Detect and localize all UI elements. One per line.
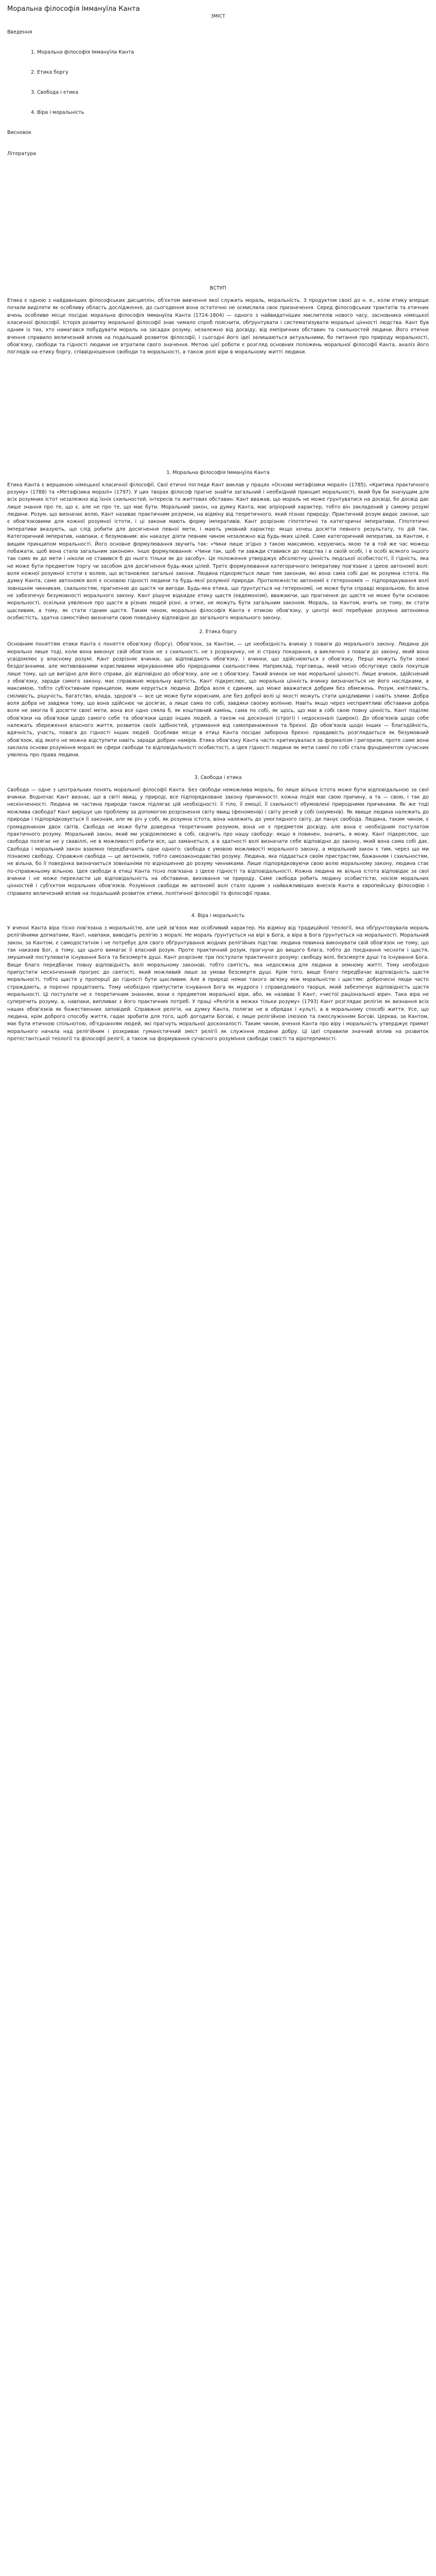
spacer <box>7 897 429 913</box>
table-of-contents <box>7 29 429 157</box>
section-2-text: Основним поняттям етики Канта є поняття обов'язку (боргу). Обов'язок, за Кантом, — це необхідність вчинку з поваги до морального закону. Людина діє морально лише тоді, коли вона виконує свій обов'язок не з схильності, не з розрахунку, не зі страху покарання, а виключно з поваги до закону, який вона усвідомлює у власному розумі. Кант розрізняє вчинки, що відповідають обов'язку, і вчинки, що здійснюються з обов'язку. Перші можуть бути зовні бездоганними, але мотивованими корисливими міркуваннями або природними схильностями. Наприклад, торговець, який чесно обслуговує своїх покупців лише тому, що це вигідно для його справи, діє відповідно до обов'язку, але не з обов'язку. Такий вчинок не має моральної цінності. Лише вчинок, здійснений з обов'язку, заради самого закону, має справжню моральну вартість. Кант підкреслює, що моральна цінність вчинку визначається не його наслідками, а максимою, тобто суб'єктивним принципом, яким керується людина. Добра воля є єдиним, що може вважатися добрим без обмежень. Розум, кмітливість, сміливість, рішучість, багатство, влада, здоров'я — все це може бути корисним, але без доброї волі ці якості можуть стати шкідливими і навіть злими. Добра воля добра не завдяки тому, що вона здійснює чи досягає, а лише сама по собі, завдяки своєму волінню. Навіть якщо через несприятливі обставини добра воля не змогла б досягти своєї мети, вона все одно сяяла б, як коштовний камінь, сама по собі, як щось, що має в собі свою повну цінність. Кант поділяє обов'язки на обов'язки щодо самого себе та обов'язки щодо інших людей, а також на досконалі (строгі) і недосконалі (широкі). До обов'язків щодо себе належать збереження власного життя, розвиток своїх здібностей, утримання від самоприниження та брехні. До обов'язків щодо інших — благодійність, вдячність, участь, повага до гідності інших людей. Особливе місце в етиці Канта посідає заборона брехні: правдивість розглядається як безумовний обов'язок, від якого не можна відступити навіть заради добрих намірів. Етика обов'язку Канта часто критикувалася за формалізм і ригоризм, проте саме вона заклала основи розуміння моралі як сфери свободи та відповідальності особистості, а ідея гідності людини як мети самої по собі стала фундаментом сучасних уявлень про права людини. <box>7 641 429 758</box>
spacer <box>7 759 429 775</box>
toc-conclusion: Висновок <box>7 130 32 135</box>
section-1 <box>7 470 429 622</box>
introduction-heading: ВСТУП <box>210 285 226 291</box>
introduction-text: Етика є одною з найдавніших філософських дисциплін, об'єктом вивчення якої служить мораль, моральність. З продуктом своєї до н. е., коли етику вперше почали виділяти як особливу область дослідження, до сьогодення вона остаточно не осмислила своє призначення. Серед філософських трактатів та етичних вчень особливе місце посідає моральна філософія Іммануїла Канта (1724-1804) — одного з найвидатніших мислителів нового часу, засновника німецької класичної філософії. Історія розвитку моральної філософії знає чимало спроб пояснити, обґрунтувати і систематизувати моральні цінності людства. Кант був одним із тих, хто намагався побудувати мораль на засадах розуму, незалежно від досвіду, від емпіричних обставин та схильностей людини. Його етичне вчення справило величезний вплив на подальший розвиток філософії, і сьогодні його ідеї залишаються актуальними, бо питання про природу моральності, обов'язку, свободи та гідності людини не втратили свого значення. Метою цієї роботи є розгляд основних положень моральної філософії Канта, аналіз його поглядів на етику боргу, співвідношення свободи та моральності, а також ролі віри в моральному житті людини. <box>7 298 429 355</box>
spacer <box>7 172 429 285</box>
section-4-heading: 4. Віра і моральність <box>191 912 245 919</box>
toc-introduction: Введення <box>7 29 32 35</box>
section-1-heading: 1. Моральна філософія Іммануїла Канта <box>166 469 270 476</box>
document-title: Моральна філософія Іммануїла Канта <box>7 5 140 13</box>
section-4-text: У вченні Канта віра тісно пов'язана з моральністю, але цей зв'язок має особливий характер. На відміну від традиційної теології, яка обґрунтовувала мораль релігійними догматами, Кант, навпаки, виводить релігію з моралі. Не мораль ґрунтується на вірі в Бога, а віра в Бога ґрунтується на моральності. Моральний закон, за Кантом, є самодостатнім і не потребує для свого обґрунтування жодних релігійних підстав: людина повинна виконувати свій обов'язок не тому, що так наказав Бог, а тому, що цього вимагає її власний розум. Проте практичний розум, прагнучи до вищого блага, тобто до поєднання чесноти і щастя, змушений постулювати існування Бога та безсмертя душі. Кант розрізняє три постулати практичного розуму: свободу волі, безсмертя душі та існування Бога. Вище благо передбачає повну відповідність волі моральному законові, тобто святість, яка недосяжна для людини в земному житті. Тому необхідно припустити нескінченний прогрес до святості, який можливий лише за умови безсмертя душі. Крім того, вище благо передбачає відповідність щастя моральності, тобто щастя у пропорції до гідності бути щасливим. Але в природі немає такого зв'язку між моральністю і щастям: доброчесні люди часто страждають, а порочні процвітають. Тому необхідно припустити існування Бога як мудрого і справедливого творця, який забезпечує відповідність щастя моральності. Ці постулати не є теоретичним знанням, вони є предметом моральної віри, або, як називає її Кант, «чистої раціональної віри». Така віра не суперечить розуму, а, навпаки, випливає з його практичних потреб. У праці «Релігія в межах тільки розуму» (1793) Кант розглядає релігію як визнання всіх наших обов'язків як божественних заповідей. Справжня релігія, на думку Канта, полягає не в обрядах і культі, а в моральному способі життя. Усе, що людина, крім доброго способу життя, гадає зробити для того, щоб догодити Богові, є лише релігійною ілюзією та лжеслужінням Богові. Церква, за Кантом, має бути етичною спільнотою, об'єднанням людей, які прагнуть моральної досконалості. Таким чином, вчення Канта про віру і моральність утверджує примат морального начала над релігійним і розкриває гуманістичний зміст релігії як служіння людини добру. Ці ідеї справили значний вплив на розвиток протестантської теології та філософії релігії, а також на формування сучасного розуміння свободи совісті та віротерпимості. <box>7 925 429 1042</box>
section-3-text: Свобода — одне з центральних понять моральної філософії Канта. Без свободи неможлива мораль, бо лише вільна істота може бути відповідальною за свої вчинки. Водночас Кант визнає, що в світі явищ, у природі, все підпорядковане закону причинності: кожна подія має свою причину, а та — свою, і так до нескінченності. Людина як частина природи також підлягає цій необхідності: її тіло, її емоції, її схильності обумовлені природними причинами. Як же тоді можлива свобода? Кант вирішує цю проблему за допомогою розрізнення світу явищ (феноменів) і світу речей у собі (ноуменів). Як явище людина належить до природи і підпорядковується її законам, але як річ у собі, як розумна істота, вона належить до умоглядного світу, де панує свобода. Людина, таким чином, є громадянином двох світів. Свобода не може бути доведена теоретичним розумом, вона не є предметом досвіду, але вона є необхідним постулатом практичного розуму. Моральний закон, який ми усвідомлюємо в собі, свідчить про нашу свободу: якщо я повинен, значить, я можу. Кант підкреслює, що свобода полягає не у свавіллі, не в можливості робити все, що заманеться, а в здатності волі визначати себе відповідно до закону, який вона сама собі дає. Свобода і моральний закон взаємно передбачають одне одного: свобода є умовою можливості морального закону, а моральний закон є тим, через що ми пізнаємо свободу. Справжня свобода — це автономія, тобто самозаконодавство розуму. Людина, яка піддається своїм пристрастям, бажанням і схильностям, не вільна, бо її поведінка визначається зовнішніми по відношенню до розуму чинниками. Лише підпорядковуючи свою волю моральному закону, людина стає по-справжньому вільною. Ідея свободи в етиці Канта тісно пов'язана з ідеєю гідності та відповідальності. Кожна людина як вільна істота відповідає за свої вчинки і не може перекласти цю відповідальність на обставини, виховання чи природу. Саме свобода робить людину особистістю, носієм моральних цінностей і суб'єктом моральних обов'язків. Розуміння свободи як автономії волі стало одним з найважливіших внесків Канта в європейську філософію і справило величезний вплив на подальший розвиток етики, політичної філософії та філософії права. <box>7 787 429 896</box>
section-3-heading: 3. Свобода і етика <box>194 774 242 781</box>
toc-item-3: 3. Свобода і етика <box>31 90 78 95</box>
section-4 <box>7 913 429 1043</box>
toc-list <box>7 49 429 115</box>
toc-item-1: 1. Моральна філософія Іммануїла Канта <box>31 49 134 55</box>
toc-item-4: 4. Віра і моральність <box>31 110 84 115</box>
section-1-text: Етика Канта є вершиною німецької класичної філософії. Свої етичні погляди Кант виклав у працях «Основи метафізики моралі» (1785), «Критика практичного розуму» (1788) та «Метафізика моралі» (1797). У цих творах філософ прагне знайти загальний і необхідний принцип моральності, який був би значущим для всіх розумних істот незалежно від їхніх схильностей, інтересів та життєвих обставин. Кант вважав, що мораль не може ґрунтуватися на досвіді, бо досвід дає лише знання про те, що є, але не про те, що має бути. Моральний закон, на думку Канта, має апріорний характер, тобто він закладений у самому розумі людини. Розум, що визначає волю, Кант називає практичним розумом, на відміну від теоретичного, який пізнає природу. Практичний розум видає закони, що є обов'язковими для кожної розумної істоти, і ці закони мають форму імперативів. Кант розрізняє гіпотетичні та категоричні імперативи. Гіпотетичні імперативи вказують, що слід робити для досягнення певної мети, і мають умовний характер: якщо хочеш досягти певного результату, то дій так. Категоричний імператив, навпаки, є безумовним: він наказує діяти певним чином незалежно від будь-яких цілей. Саме категоричний імператив, за Кантом, є вищим принципом моральності. Його основне формулювання звучить так: «Чини лише згідно з такою максимою, керуючись якою ти в той же час можеш побажати, щоб вона стала загальним законом». Інше формулювання: «Чини так, щоб ти завжди ставився до людства і в своїй особі, і в особі всякого іншого так само як до мети і ніколи не ставився б до нього тільки як до засобу». Це положення утверджує абсолютну цінність людської особистості, її гідність, яка не може бути предметом торгу чи засобом для досягнення будь-яких цілей. Третє формулювання категоричного імперативу пов'язане з ідеєю автономії волі: воля кожної розумної істоти є волею, що встановлює загальні закони. Людина підкоряється лише тим законам, які вона сама собі дає як розумна істота. На думку Канта, саме автономія волі є основою гідності людини та будь-якої розумної природи. Протилежністю автономії є гетерономія — підпорядкування волі зовнішнім чинникам, схильностям, прагненню до щастя чи вигоди. Будь-яка етика, що ґрунтується на гетерономії, не може бути справді моральною, бо вона не забезпечує безумовності морального закону. Кант рішуче відкидає етику щастя (евдемонізм), вважаючи, що прагнення до щастя не може бути основою моральності, оскільки уявлення про щастя в різних людей різні, а отже, не можуть бути загальним законом. Мораль, за Кантом, вчить не тому, як стати щасливим, а тому, як стати гідним щастя. Таким чином, моральна філософія Канта є етикою обов'язку, у центрі якої перебуває розумна автономна особистість, здатна самостійно визначати свою поведінку відповідно до загального морального закону. <box>7 482 429 621</box>
section-3 <box>7 775 429 897</box>
toc-literature: Література <box>7 151 37 157</box>
spacer <box>7 357 429 470</box>
toc-item-2: 2. Етика боргу <box>31 70 68 75</box>
spacer <box>7 622 429 629</box>
section-2-heading: 2. Етика боргу <box>199 629 237 635</box>
introduction-section <box>7 285 429 357</box>
section-2 <box>7 629 429 759</box>
contents-label: ЗМІСТ <box>211 14 225 19</box>
document-page <box>0 0 436 1053</box>
